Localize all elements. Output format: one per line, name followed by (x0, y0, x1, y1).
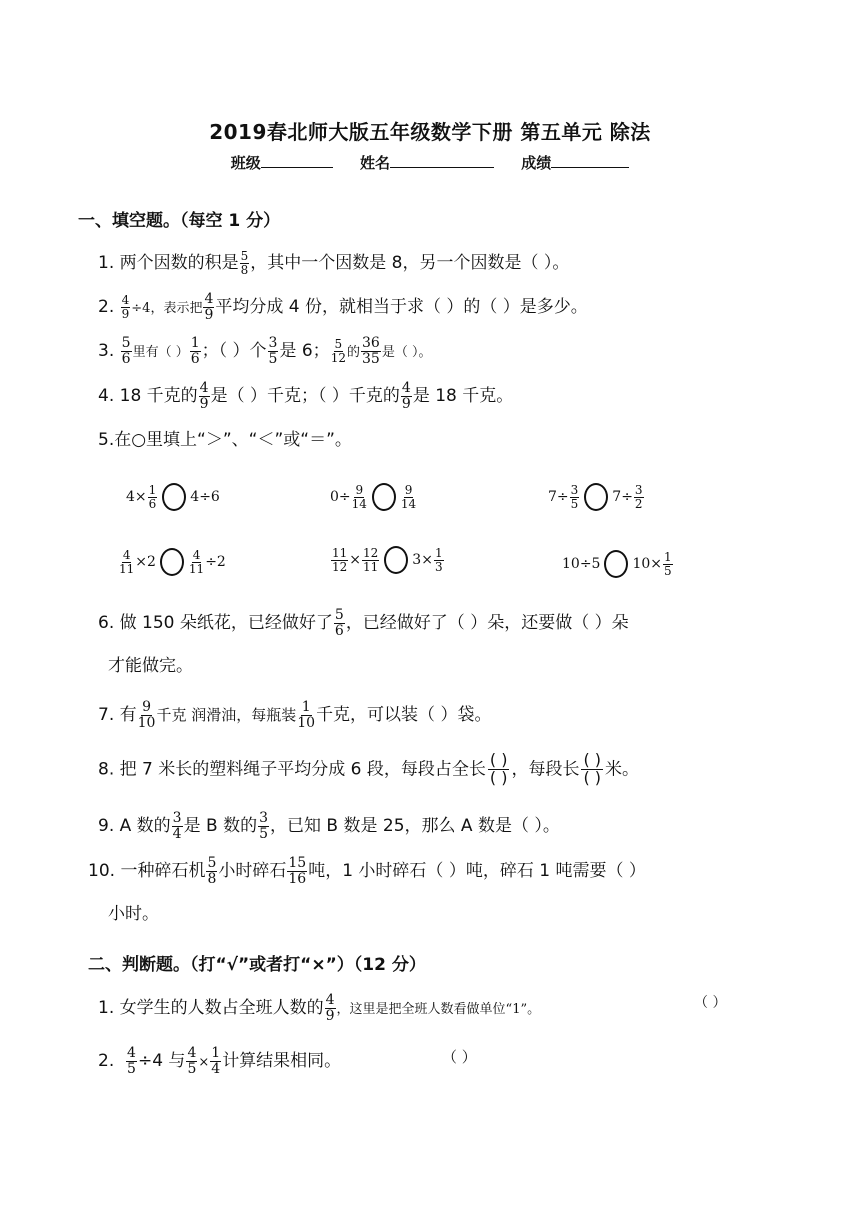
student-info (0, 152, 860, 173)
question-9: 9. A 数的 $\frac{3}{4}$ 是 B 数的 $\frac{3}{5}$ ，已知 B 数是 25，那么 A 数是（ ）。 (98, 810, 560, 842)
question-8: 8. 把 7 米长的塑料绳子平均分成 6 段，每段占全长 ( ) ( ) ，每段长 ( ) ( ) 米。 (98, 750, 640, 787)
name-field[interactable] (390, 153, 494, 168)
question-6: 6. 做 150 朵纸花，已经做好了 $\frac{5}{6}$ ，已经做好了（ ）朵，还要做（ ）朵 (98, 607, 629, 639)
fraction: $\frac{1}{6}$ (190, 335, 200, 367)
fraction: $\frac{4}{9}$ (121, 293, 130, 321)
compare-circle[interactable] (584, 483, 608, 511)
fraction: $\frac{4}{5}$ (127, 1045, 136, 1077)
question-2: 2. $\frac{4}{9}$ ÷4，表示把 $\frac{4}{9}$ 平均分成 4 份，就相当于求（ ）的（ ）是多少。 (98, 291, 588, 323)
name-label: 姓名 (359, 154, 390, 172)
fraction: $\frac{5}{8}$ (207, 855, 217, 887)
fraction: $\frac{3}{5}$ (268, 335, 278, 367)
answer-fraction-blank[interactable]: ( ) ( ) (489, 750, 508, 787)
compare-circle[interactable] (384, 546, 408, 574)
fraction: $\frac{4}{9}$ (204, 291, 214, 323)
judgement-1-answer[interactable]: （ ） (694, 995, 727, 1011)
fraction: $\frac{3}{4}$ (172, 810, 182, 842)
fraction: $\frac{4}{9}$ (401, 380, 411, 412)
score-label: 成绩 (521, 154, 552, 172)
fraction: $\frac{3}{5}$ (259, 810, 268, 842)
question-10-continued: 小时。 (108, 904, 159, 924)
compare-circle[interactable] (604, 550, 628, 578)
fraction: $\frac{1}{4}$ (211, 1045, 221, 1077)
compare-item: 10÷5 10× $\frac{1}{5}$ (562, 549, 672, 578)
compare-circle[interactable] (372, 483, 396, 511)
question-1: 1. 两个因数的积是 $\frac{5}{8}$ ，其中一个因数是 8，另一个因数是（ ）。 (98, 249, 570, 277)
answer-fraction-blank[interactable]: ( ) ( ) (583, 750, 602, 787)
class-label: 班级 (230, 154, 261, 172)
section-fill-blank-heading: 一、填空题。（每空 1 分） (78, 211, 281, 231)
judgement-2: 2. $\frac{4}{5}$ ÷4 与 $\frac{4}{5}$ × $\frac{1}{4}$ 计算结果相同。 (98, 1045, 342, 1077)
question-10: 10. 一种碎石机 $\frac{5}{8}$ 小时碎石 $\frac{15}{16}$ 吨，1 小时碎石（ ）吨，碎石 1 吨需要（ ） (88, 855, 646, 887)
class-field[interactable] (261, 153, 333, 168)
compare-item: $\frac{4}{11}$ ×2 $\frac{4}{11}$ ÷2 (119, 547, 226, 576)
fraction: $\frac{5}{12}$ (330, 337, 346, 365)
question-4: 4. 18 千克的 $\frac{4}{9}$ 是（ ）千克；（ ）千克的 $\frac{4}{9}$ 是 18 千克。 (98, 380, 514, 412)
judgement-1: 1. 女学生的人数占全班人数的 $\frac{4}{9}$ ，这里是把全班人数看做单位“1”。 (98, 992, 541, 1024)
section-true-false-heading: 二、判断题。（打“√”或者打“×”）（12 分） (88, 955, 426, 975)
compare-item: 0÷ $\frac{9}{14}$ $\frac{9}{14}$ (330, 482, 417, 511)
question-3: 3. $\frac{5}{6}$ 里有（ ） $\frac{1}{6}$ ；（ ）个 $\frac{3}{5}$ 是 6； $\frac{5}{12}$ 的 $\frac{36}{35}$ 是（ ）。 (98, 335, 432, 367)
fraction: $\frac{9}{10}$ (137, 699, 156, 731)
fraction: $\frac{36}{35}$ (361, 335, 380, 367)
fraction: $\frac{5}{8}$ (240, 249, 249, 277)
compare-circle[interactable] (162, 483, 186, 511)
compare-item: $\frac{11}{12}$ × $\frac{12}{11}$ 3× $\frac{1}{3}$ (332, 545, 443, 574)
judgement-2-answer[interactable]: （ ） (442, 1048, 477, 1066)
page-title: 2019春北师大版五年级数学下册 第五单元 除法 (209, 120, 651, 144)
question-7: 7. 有 $\frac{9}{10}$ 千克 润滑油，每瓶装 $\frac{1}{10}$ 千克，可以装（ ）袋。 (98, 699, 492, 731)
fraction: $\frac{15}{16}$ (288, 855, 307, 887)
score-field[interactable] (551, 153, 629, 168)
fraction: $\frac{5}{6}$ (121, 335, 131, 367)
question-6-continued: 才能做完。 (108, 656, 193, 676)
compare-circle[interactable] (160, 548, 184, 576)
fraction: $\frac{4}{9}$ (199, 380, 209, 412)
question-5: 5.在○里填上“＞”、“＜”或“＝”。 (98, 430, 352, 450)
fraction: $\frac{5}{6}$ (334, 607, 344, 639)
compare-item: 7÷ $\frac{3}{5}$ 7÷ $\frac{3}{2}$ (548, 482, 643, 511)
fraction: $\frac{4}{5}$ (187, 1045, 197, 1077)
fraction: $\frac{1}{10}$ (297, 699, 316, 731)
compare-item: 4× $\frac{1}{6}$ 4÷6 (126, 482, 220, 511)
fraction: $\frac{4}{9}$ (325, 992, 335, 1024)
